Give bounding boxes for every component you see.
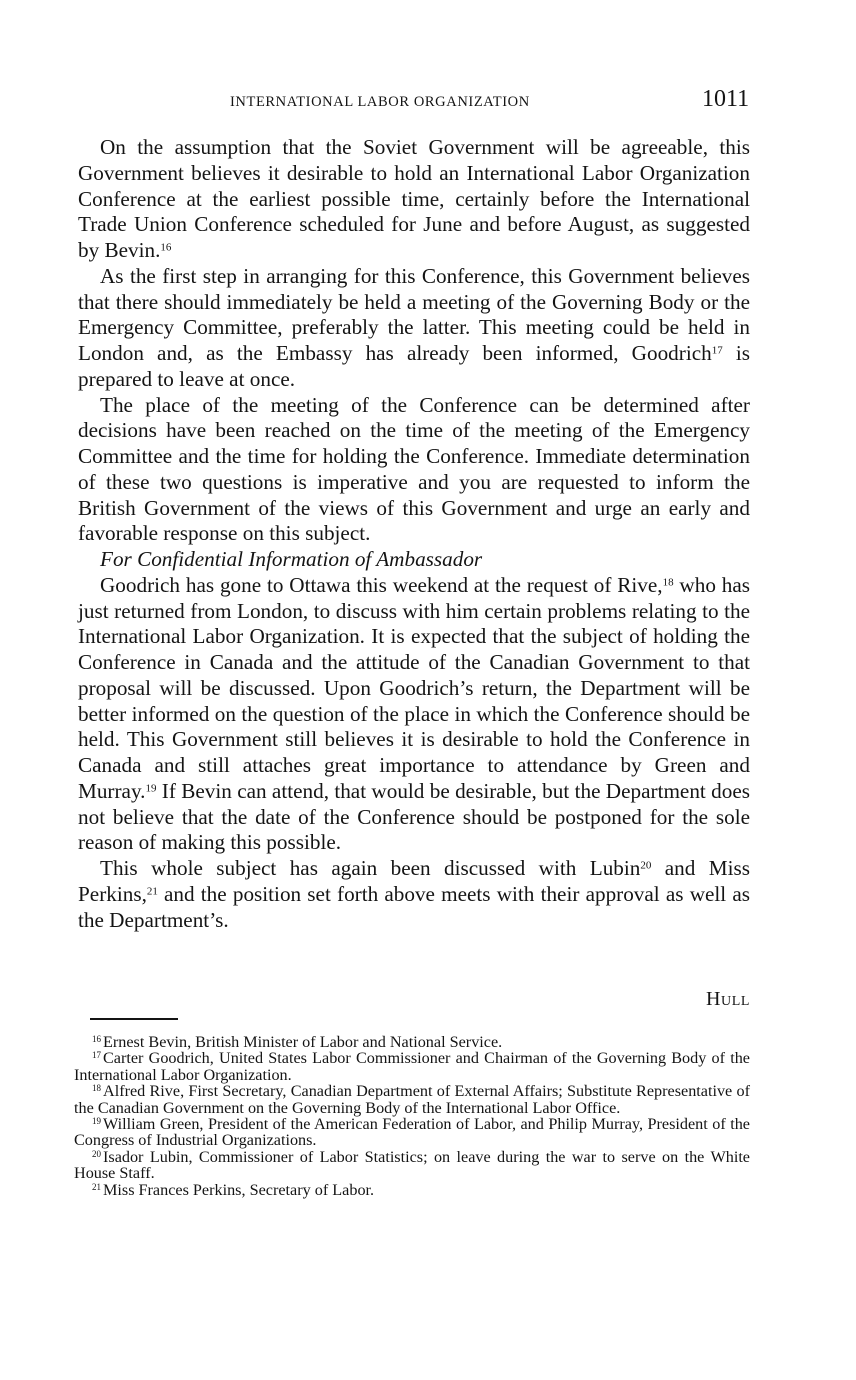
footnote-ref-16: 16: [160, 241, 172, 254]
footnote-text: William Green, President of the American Federation of Labor, and Philip Murray, President of the Congress of Industrial Organizations.: [74, 1115, 750, 1150]
footnote-21: [74, 1182, 750, 1198]
paragraph-5-text-c: and the position set forth above meets with their approval as well as the Department’s.: [78, 881, 750, 932]
paragraph-5: [78, 856, 750, 933]
footnote-20: [74, 1149, 750, 1182]
footnote-number: 21: [92, 1181, 101, 1192]
paragraph-2-text-b: is prepared to leave at once.: [78, 341, 750, 391]
footnote-number: 19: [92, 1116, 101, 1127]
paragraph-4-text-c: If Bevin can attend, that would be desirable, but the Department does not believe that the date of the Conference should be postponed for the sole reason of making this possible.: [78, 778, 750, 855]
signature: Hull: [705, 988, 750, 1010]
footnote-number: 18: [92, 1083, 101, 1094]
footnote-text: Ernest Bevin, British Minister of Labor and National Service.: [103, 1033, 503, 1051]
footnote-16: [74, 1034, 750, 1050]
paragraph-3: [78, 393, 750, 548]
paragraph-2: [78, 264, 750, 393]
footnote-17: [74, 1050, 750, 1083]
footnote-number: 20: [92, 1148, 101, 1159]
footnote-ref-20: 20: [640, 859, 652, 872]
page-number: 1011: [702, 86, 750, 112]
running-title: INTERNATIONAL LABOR ORGANIZATION: [230, 94, 530, 110]
footnote-18: [74, 1083, 750, 1116]
footnote-ref-17: 17: [711, 344, 723, 357]
paragraph-5-text-b: and Miss Perkins,: [78, 856, 750, 906]
footnote-text: Isador Lubin, Commissioner of Labor Statistics; on leave during the war to serve on the White House Staff.: [74, 1147, 750, 1183]
footnotes: [74, 1034, 750, 1198]
paragraph-4-text-b: who has just returned from London, to discuss with him certain problems relating to the International Labor Organization. It is expected that the subject of holding the Conference in Canada and the attitude of the Canadian Government to that proposal will be discussed. Upon Goodrich’s return, the Department will be better informed on the question of the place in which the Conference should be held. This Government still believes it is desirable to hold the Conference in Canada and still attaches great importance to attendance by Green and Murray.: [78, 572, 751, 803]
paragraph-5-text-a: This whole subject has again been discussed with Lubin: [100, 856, 641, 880]
paragraph-4: [78, 573, 750, 856]
footnote-number: 17: [92, 1050, 101, 1061]
body-text: [78, 135, 750, 933]
footnote-ref-18: 18: [662, 576, 674, 589]
paragraph-1: [78, 135, 750, 264]
running-head: [0, 86, 856, 118]
confidential-subheading: For Confidential Information of Ambassador: [100, 547, 483, 571]
paragraph-3-text: The place of the meeting of the Conference can be determined after decisions have been reached on the time of the meeting of the Emergency Committee and the time for holding the Conference. Immediate determination of these two questions is imperative and you are requested to inform the British Government of the views of this Government and urge an early and favorable response on this subject.: [78, 392, 750, 546]
footnote-text: Alfred Rive, First Secretary, Canadian Department of External Affairs; Substitute Representative of the Canadian Government on the Governing Body of the International Labor Office.: [74, 1082, 750, 1117]
footnote-ref-19: 19: [145, 782, 157, 795]
footnote-number: 16: [92, 1034, 101, 1045]
paragraph-2-text-a: As the first step in arranging for this Conference, this Government believes that there should immediately be held a meeting of the Governing Body or the Emergency Committee, preferably the latter. This meeting could be held in London and, as the Embassy has already been informed, Goodrich: [78, 263, 750, 365]
footnote-ref-21: 21: [146, 885, 158, 898]
footnote-19: [74, 1116, 750, 1149]
footnote-divider: [90, 1018, 178, 1020]
paragraph-1-text: On the assumption that the Soviet Government will be agreeable, this Government believes it desirable to hold an International Labor Organization Conference at the earliest possible time, certainly before the International Trade Union Conference scheduled for June and before August, as suggested by Bevin.: [78, 135, 750, 262]
footnote-text: Carter Goodrich, United States Labor Commissioner and Chairman of the Governing Body of the International Labor Organization.: [74, 1049, 750, 1084]
paragraph-4-text-a: Goodrich has gone to Ottawa this weekend at the request of Rive,: [100, 572, 663, 597]
footnote-text: Miss Frances Perkins, Secretary of Labor.: [103, 1180, 375, 1199]
